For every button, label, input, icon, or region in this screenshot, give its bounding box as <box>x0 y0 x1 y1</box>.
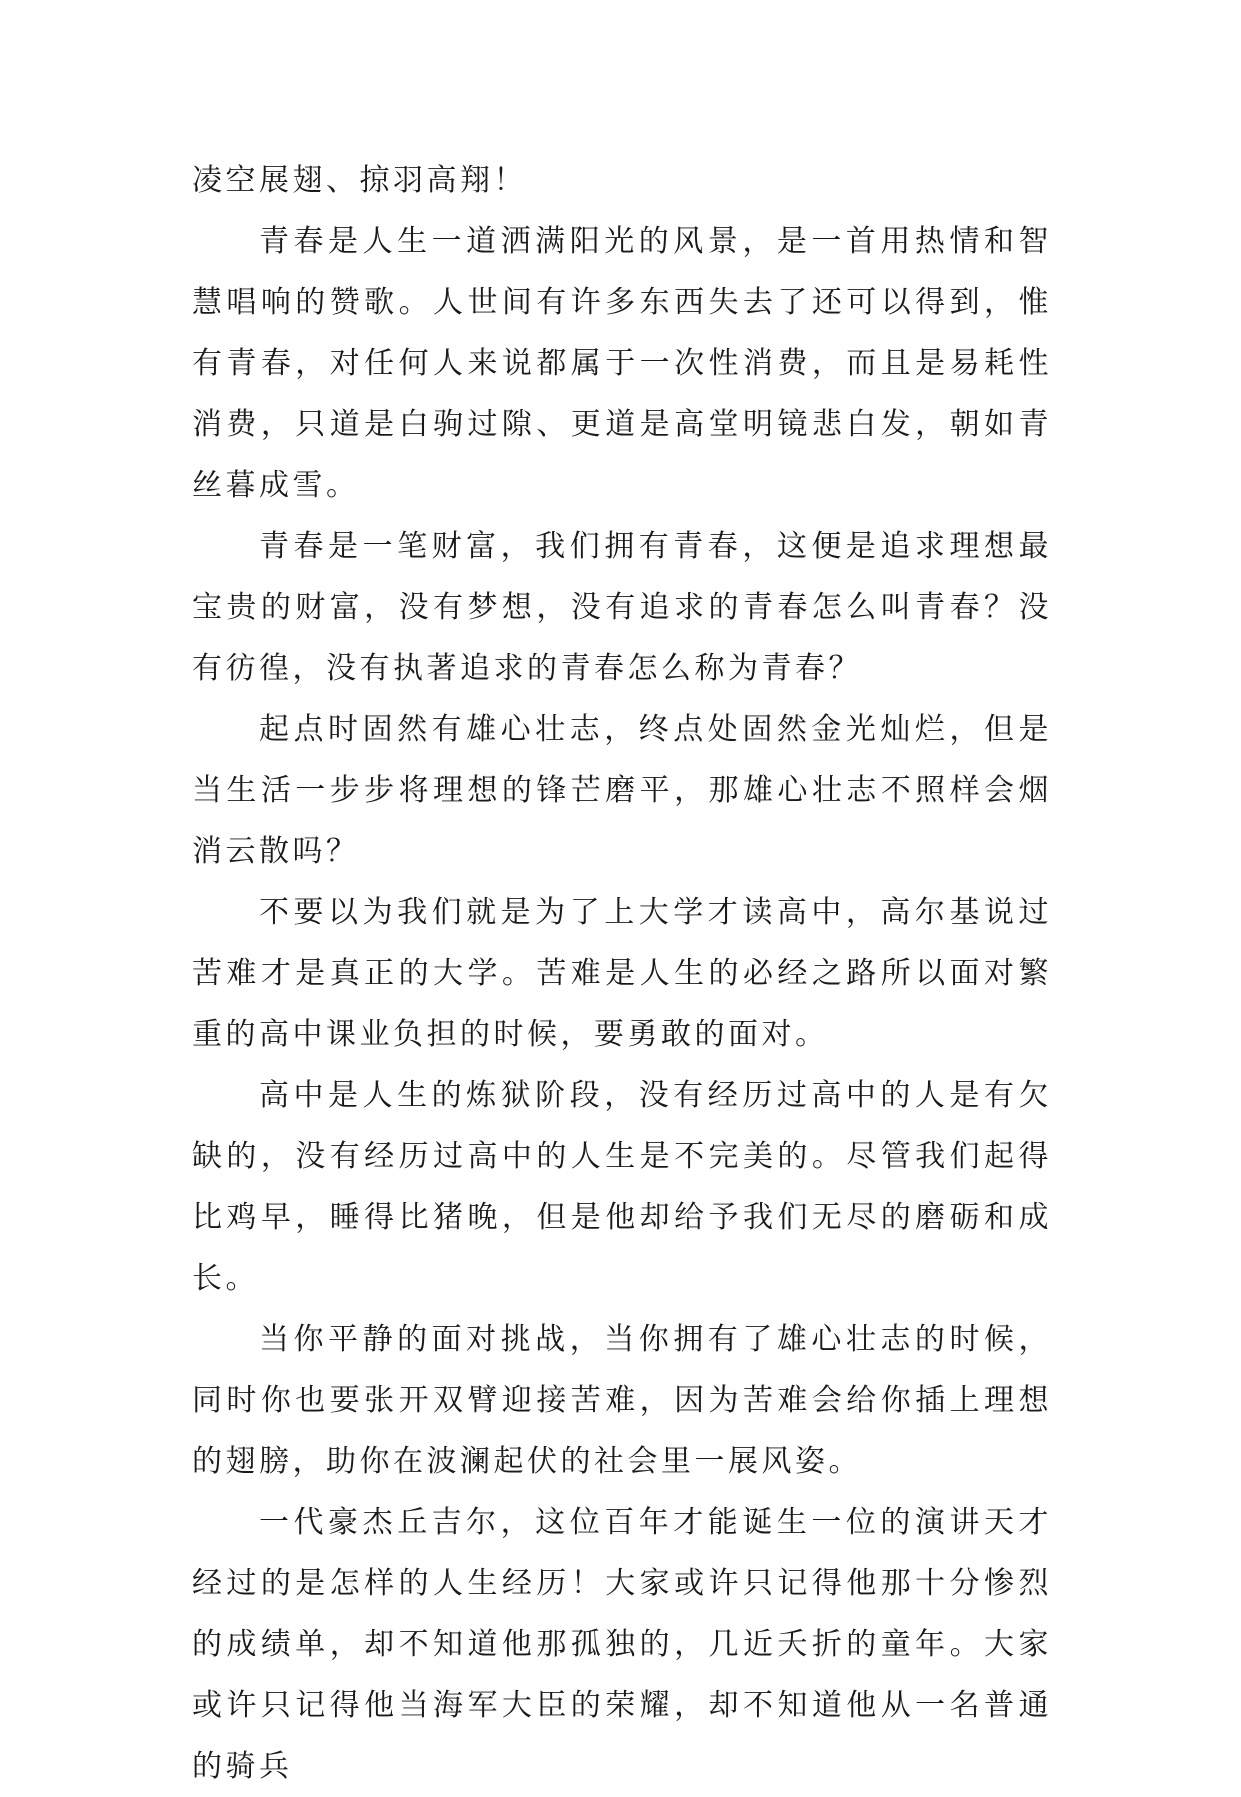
paragraph-1: 凌空展翅、掠羽高翔！ <box>192 163 527 198</box>
paragraph-2: 青春是人生一道洒满阳光的风景，是一首用热情和智慧唱响的赞歌。人世间有许多东西失去了还可以得到，惟有青春，对任何人来说都属于一次性消费，而且是易耗性消费，只道是白驹过隙、更道是高堂明镜悲白发，朝如青丝暮成雪。 <box>192 224 1052 503</box>
paragraph-4: 起点时固然有雄心壮志，终点处固然金光灿烂，但是当生活一步步将理想的锋芒磨平，那雄心壮志不照样会烟消云散吗？ <box>192 712 1052 869</box>
paragraph-3: 青春是一笔财富，我们拥有青春，这便是追求理想最宝贵的财富，没有梦想，没有追求的青春怎么叫青春？没有彷徨，没有执著追求的青春怎么称为青春？ <box>192 529 1052 686</box>
paragraph-5: 不要以为我们就是为了上大学才读高中，高尔基说过苦难才是真正的大学。苦难是人生的必经之路所以面对繁重的高中课业负担的时候，要勇敢的面对。 <box>192 895 1052 1052</box>
paragraph-6: 高中是人生的炼狱阶段，没有经历过高中的人是有欠缺的，没有经历过高中的人生是不完美的。尽管我们起得比鸡早，睡得比猪晚，但是他却给予我们无尽的磨砺和成长。 <box>192 1078 1052 1296</box>
paragraph-7: 当你平静的面对挑战，当你拥有了雄心壮志的时候，同时你也要张开双臂迎接苦难，因为苦难会给你插上理想的翅膀，助你在波澜起伏的社会里一展风姿。 <box>192 1322 1052 1479</box>
paragraph-8: 一代豪杰丘吉尔，这位百年才能诞生一位的演讲天才经过的是怎样的人生经历！大家或许只记得他那十分惨烈的成绩单，却不知道他那孤独的，几近夭折的童年。大家或许只记得他当海军大臣的荣耀，却不知道他从一名普通的骑兵 <box>192 1505 1052 1784</box>
document-body <box>192 150 1052 1797</box>
